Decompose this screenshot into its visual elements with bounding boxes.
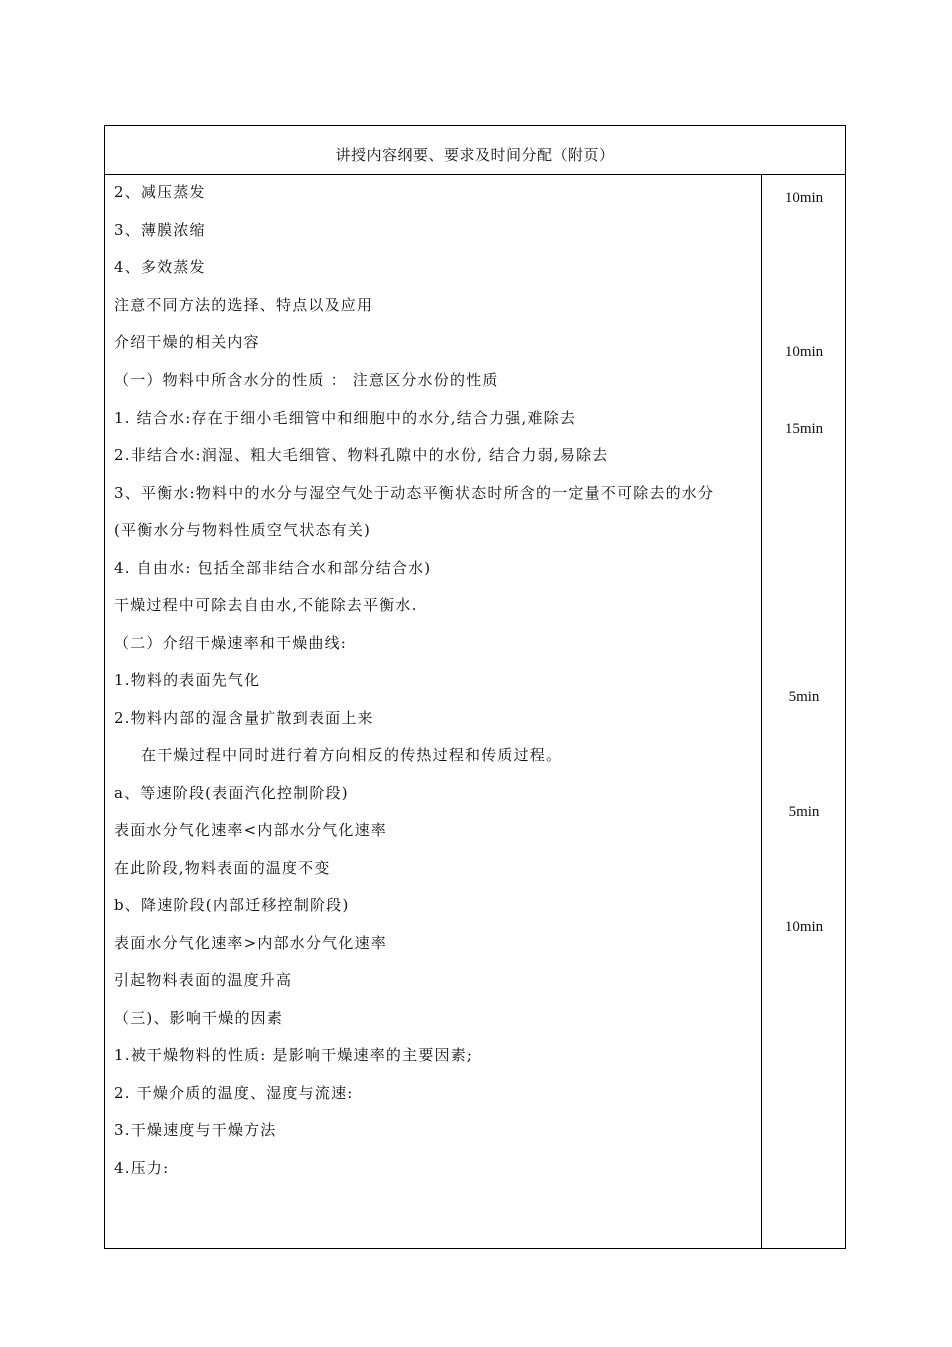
content-line: 4. 自由水: 包括全部非结合水和部分结合水) — [114, 559, 432, 577]
lesson-plan-table — [104, 125, 846, 1249]
content-line: 2.物料内部的湿含量扩散到表面上来 — [114, 709, 374, 727]
content-line: 2.非结合水:润湿、粗大毛细管、物料孔隙中的水份, 结合力弱,易除去 — [114, 446, 609, 464]
time-allocation: 5min — [788, 689, 820, 705]
content-line: 注意不同方法的选择、特点以及应用 — [114, 296, 374, 314]
time-allocation: 10min — [784, 190, 824, 206]
content-line: 引起物料表面的温度升高 — [114, 971, 293, 989]
content-line: 2. 干燥介质的温度、湿度与流速: — [114, 1084, 354, 1102]
content-line: 3.干燥速度与干燥方法 — [114, 1121, 277, 1139]
content-line: 4、多效蒸发 — [114, 258, 206, 276]
content-line: （二）介绍干燥速率和干燥曲线: — [114, 634, 348, 652]
time-allocation: 15min — [784, 421, 824, 437]
table-header: 讲授内容纲要、要求及时间分配（附页） — [105, 126, 845, 175]
content-line: 3、平衡水:物料中的水分与湿空气处于动态平衡状态时所含的一定量不可除去的水分 — [114, 484, 715, 502]
content-line: 1.物料的表面先气化 — [114, 671, 261, 689]
content-line: 在干燥过程中同时进行着方向相反的传热过程和传质过程。 — [141, 746, 563, 764]
content-line: 4.压力: — [114, 1159, 170, 1177]
time-allocation: 5min — [788, 804, 820, 820]
time-allocation: 10min — [784, 919, 824, 935]
content-line: a、等速阶段(表面汽化控制阶段) — [114, 784, 349, 802]
content-line: 3、薄膜浓缩 — [114, 221, 206, 239]
content-line: 在此阶段,物料表面的温度不变 — [114, 859, 331, 877]
time-allocation: 10min — [784, 344, 824, 360]
content-line: (平衡水分与物料性质空气状态有关) — [114, 521, 372, 539]
content-line: 1. 结合水:存在于细小毛细管中和细胞中的水分,结合力强,难除去 — [114, 409, 577, 427]
content-line: 表面水分气化速率<内部水分气化速率 — [114, 821, 387, 839]
content-line: （一）物料中所含水分的性质 ： 注意区分水份的性质 — [114, 371, 499, 389]
content-line: 干燥过程中可除去自由水,不能除去平衡水. — [114, 596, 418, 614]
content-line: 1.被干燥物料的性质: 是影响干燥速率的主要因素; — [114, 1046, 474, 1064]
content-line: 介绍干燥的相关内容 — [114, 333, 260, 351]
content-line: （三)、影响干燥的因素 — [114, 1009, 284, 1027]
content-line: b、降速阶段(内部迁移控制阶段) — [114, 896, 350, 914]
column-divider — [761, 175, 762, 1248]
content-line: 2、减压蒸发 — [114, 183, 206, 201]
content-line: 表面水分气化速率>内部水分气化速率 — [114, 934, 387, 952]
